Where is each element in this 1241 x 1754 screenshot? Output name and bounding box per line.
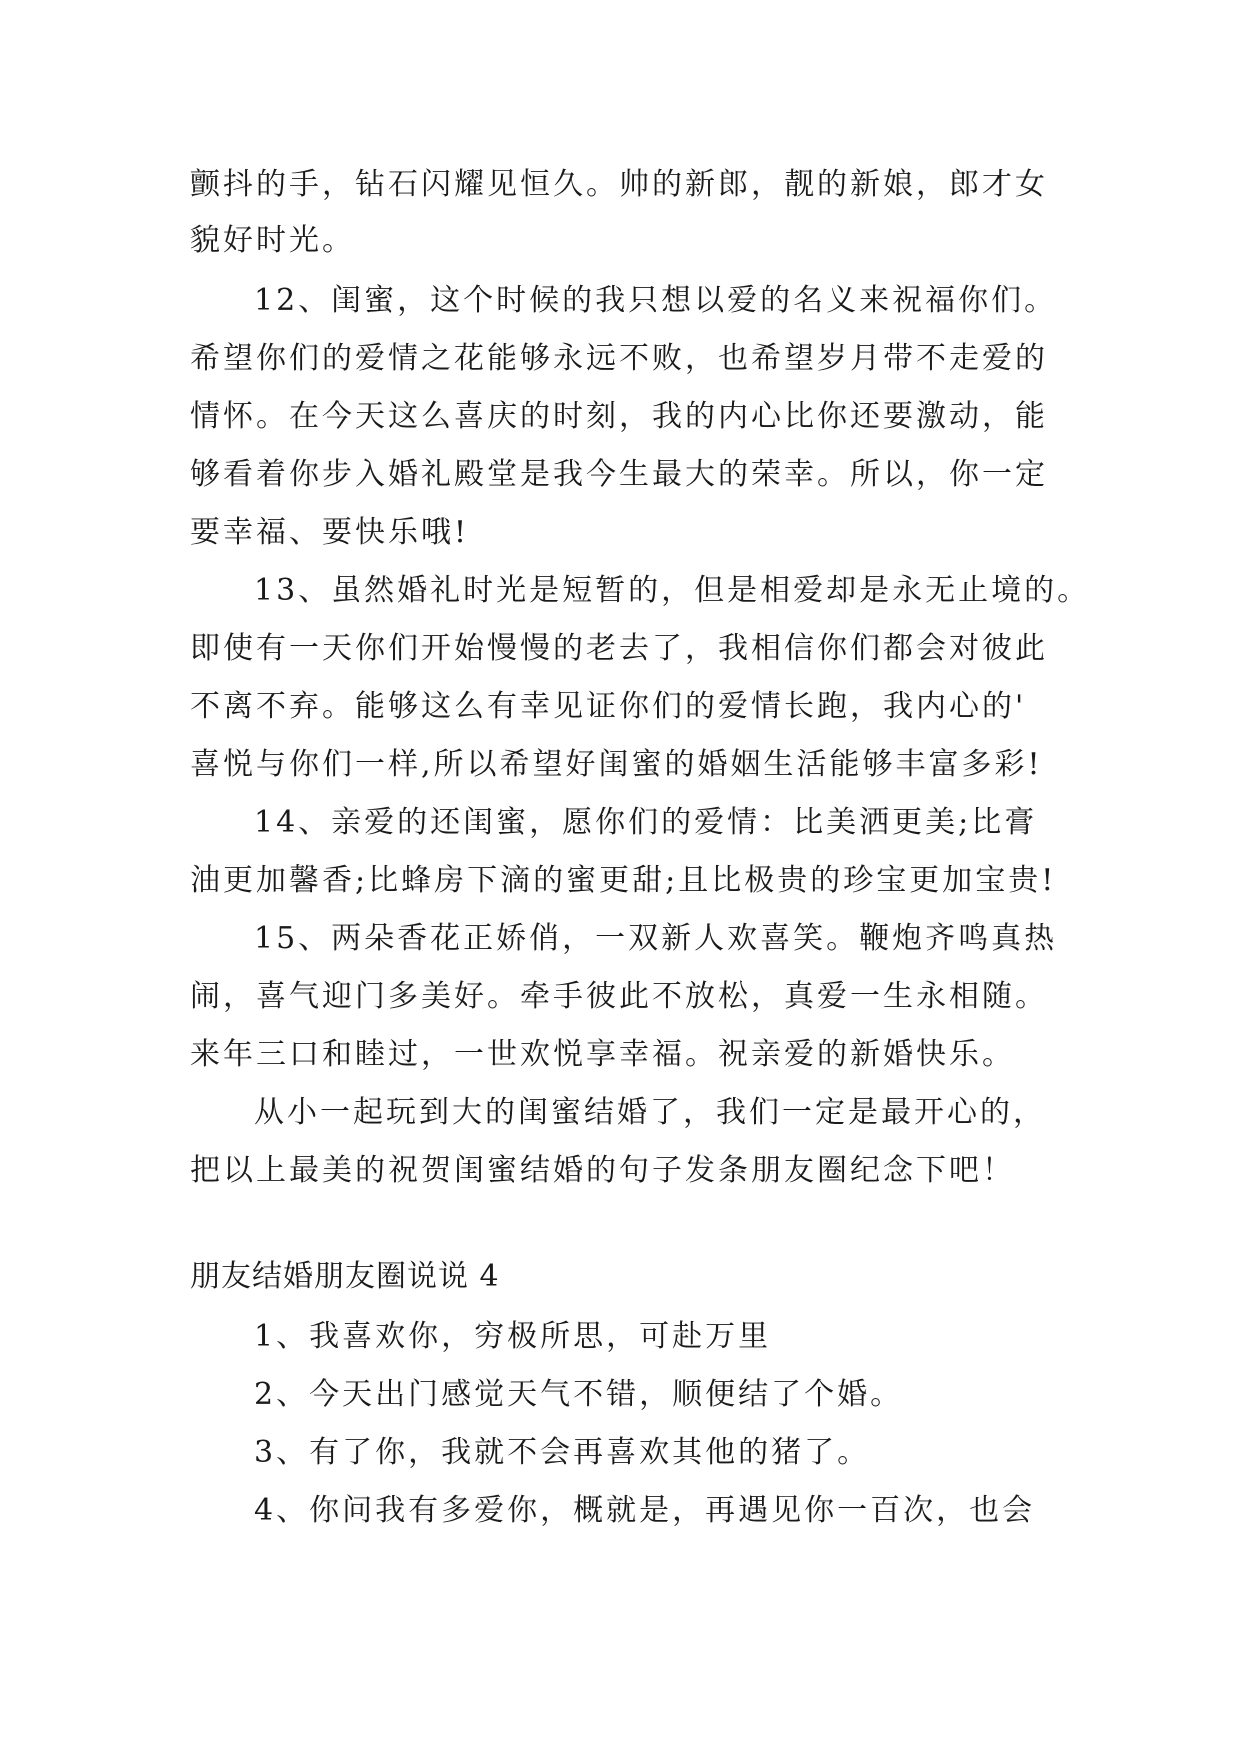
body-line: 来年三口和睦过，一世欢悦享幸福。祝亲爱的新婚快乐。 <box>190 1037 1015 1072</box>
body-line: 13、虽然婚礼时光是短暂的，但是相爱却是永无止境的。 <box>254 573 1091 608</box>
section-heading: 朋友结婚朋友圈说说 4 <box>190 1259 500 1294</box>
body-line: 油更加馨香;比蜂房下滴的蜜更甜;且比极贵的珍宝更加宝贵! <box>190 863 1057 898</box>
body-line: 希望你们的爱情之花能够永远不败，也希望岁月带不走爱的 <box>190 341 1048 376</box>
body-line: 够看着你步入婚礼殿堂是我今生最大的荣幸。所以，你一定 <box>190 457 1048 492</box>
body-line: 要幸福、要快乐哦! <box>190 515 470 550</box>
list-item: 4、你问我有多爱你，概就是，再遇见你一百次，也会 <box>254 1493 1036 1528</box>
body-line: 把以上最美的祝贺闺蜜结婚的句子发条朋友圈纪念下吧！ <box>190 1153 1015 1188</box>
list-item: 1、我喜欢你，穷极所思，可赴万里 <box>254 1319 772 1354</box>
list-item: 2、今天出门感觉天气不错，顺便结了个婚。 <box>254 1377 904 1412</box>
list-item: 3、有了你，我就不会再喜欢其他的猪了。 <box>254 1435 871 1470</box>
body-line: 闹，喜气迎门多美好。牵手彼此不放松，真爱一生永相随。 <box>190 979 1048 1014</box>
body-line: 从小一起玩到大的闺蜜结婚了，我们一定是最开心的， <box>254 1095 1046 1130</box>
body-line: 14、亲爱的还闺蜜，愿你们的爱情：比美洒更美;比膏 <box>254 805 1038 840</box>
body-line: 情怀。在今天这么喜庆的时刻，我的内心比你还要激动，能 <box>190 399 1048 434</box>
body-line: 喜悦与你们一样,所以希望好闺蜜的婚姻生活能够丰富多彩! <box>190 747 1043 782</box>
body-line: 即使有一天你们开始慢慢的老去了，我相信你们都会对彼此 <box>190 631 1048 666</box>
body-line: 不离不弃。能够这么有幸见证你们的爱情长跑，我内心的' <box>190 689 1027 724</box>
body-line: 15、两朵香花正娇俏，一双新人欢喜笑。鞭炮齐鸣真热 <box>254 921 1058 956</box>
body-line: 颤抖的手，钻石闪耀见恒久。帅的新郎，靓的新娘，郎才女 <box>190 167 1048 202</box>
body-line: 12、闺蜜，这个时候的我只想以爱的名义来祝福你们。 <box>254 283 1058 318</box>
body-line: 貌好时光。 <box>190 223 355 258</box>
